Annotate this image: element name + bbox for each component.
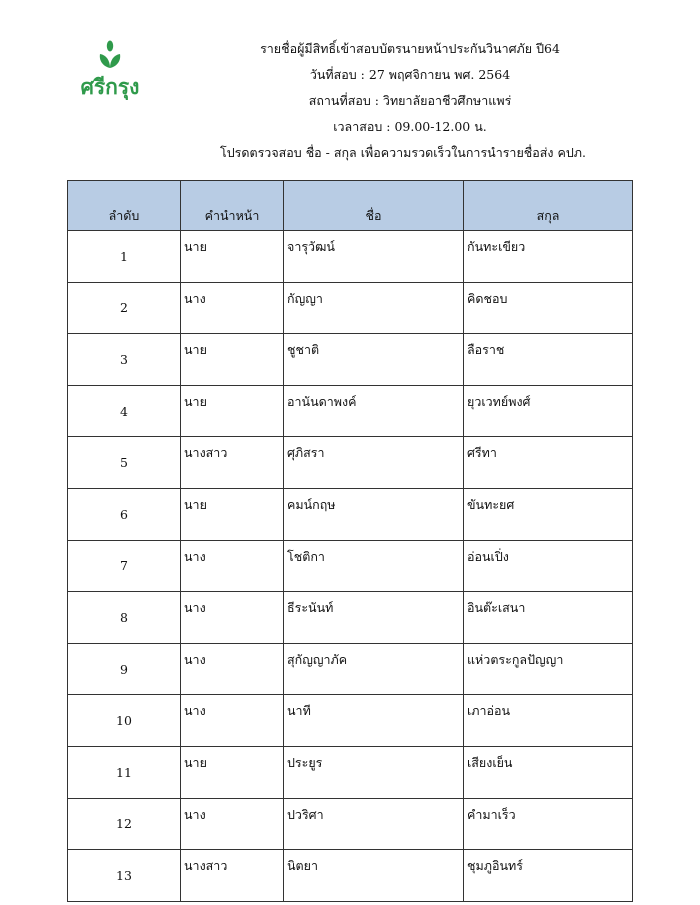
row-number: 2 [68, 282, 181, 334]
column-header-number: ลำดับ [68, 181, 181, 231]
row-number: 10 [68, 695, 181, 747]
row-last-name: ยุวเวทย์พงศ์ [464, 385, 633, 437]
row-last-name: อินต๊ะเสนา [464, 592, 633, 644]
row-prefix: นางสาว [181, 850, 284, 902]
row-first-name: ศุภิสรา [284, 437, 464, 489]
table-row [68, 282, 633, 334]
row-last-name: เสียงเย็น [464, 746, 633, 798]
candidate-table [67, 180, 633, 902]
row-last-name: อ่อนเปิ่ง [464, 540, 633, 592]
table-row [68, 643, 633, 695]
row-first-name: ประยูร [284, 746, 464, 798]
table-header-row [68, 181, 633, 231]
row-number: 6 [68, 488, 181, 540]
document-title: รายชื่อผู้มีสิทธิ์เข้าสอบบัตรนายหน้าประกันวินาศภัย ปี64 [260, 41, 560, 56]
table-row [68, 231, 633, 283]
company-logo [70, 40, 150, 104]
row-number: 9 [68, 643, 181, 695]
table-row [68, 437, 633, 489]
logo-text: ศรีกรุง [80, 75, 140, 99]
row-last-name: คิดชอบ [464, 282, 633, 334]
row-first-name: ชูชาติ [284, 334, 464, 386]
row-last-name: เภาอ่อน [464, 695, 633, 747]
row-number: 12 [68, 798, 181, 850]
row-number: 8 [68, 592, 181, 644]
table-row [68, 334, 633, 386]
row-number: 5 [68, 437, 181, 489]
exam-venue: สถานที่สอบ : วิทยาลัยอาชีวศึกษาแพร่ [308, 93, 512, 108]
column-header-last-name: สกุล [464, 181, 633, 231]
row-first-name: ปวริศา [284, 798, 464, 850]
row-last-name: ขันทะยศ [464, 488, 633, 540]
row-prefix: นาย [181, 334, 284, 386]
column-header-first-name: ชื่อ [284, 181, 464, 231]
row-prefix: นางสาว [181, 437, 284, 489]
row-prefix: นาง [181, 798, 284, 850]
row-last-name: ลือราช [464, 334, 633, 386]
verification-notice: โปรดตรวจสอบ ชื่อ - สกุล เพื่อความรวดเร็วในการนำรายชื่อส่ง คปภ. [220, 145, 586, 160]
table-row [68, 385, 633, 437]
row-prefix: นาย [181, 746, 284, 798]
row-prefix: นาย [181, 488, 284, 540]
row-last-name: ชุมภูอินทร์ [464, 850, 633, 902]
table-row [68, 488, 633, 540]
row-number: 1 [68, 231, 181, 283]
table-row [68, 592, 633, 644]
row-prefix: นาง [181, 695, 284, 747]
sprout-icon [70, 40, 150, 74]
row-first-name: จารุวัฒน์ [284, 231, 464, 283]
row-first-name: ธีระนันท์ [284, 592, 464, 644]
row-prefix: นาง [181, 592, 284, 644]
row-prefix: นาง [181, 643, 284, 695]
table-row [68, 746, 633, 798]
row-first-name: อานันดาพงค์ [284, 385, 464, 437]
row-first-name: นิตยา [284, 850, 464, 902]
row-number: 3 [68, 334, 181, 386]
row-prefix: นาย [181, 385, 284, 437]
exam-time: เวลาสอบ : 09.00-12.00 น. [333, 119, 487, 134]
table-row [68, 540, 633, 592]
column-header-prefix: คำนำหน้า [181, 181, 284, 231]
table-row [68, 850, 633, 902]
row-prefix: นาง [181, 540, 284, 592]
table-row [68, 695, 633, 747]
row-first-name: สุกัญญาภัค [284, 643, 464, 695]
row-number: 11 [68, 746, 181, 798]
row-prefix: นาง [181, 282, 284, 334]
row-first-name: โชติกา [284, 540, 464, 592]
row-first-name: กัญญา [284, 282, 464, 334]
row-number: 7 [68, 540, 181, 592]
row-last-name: คำมาเร็ว [464, 798, 633, 850]
row-last-name: ศรีทา [464, 437, 633, 489]
row-last-name: แห่วตระกูลปัญญา [464, 643, 633, 695]
row-prefix: นาย [181, 231, 284, 283]
row-last-name: กันทะเขียว [464, 231, 633, 283]
exam-date: วันที่สอบ : 27 พฤศจิกายน พศ. 2564 [309, 67, 511, 82]
document-header [170, 36, 650, 166]
table-row [68, 798, 633, 850]
row-number: 13 [68, 850, 181, 902]
row-first-name: นาที [284, 695, 464, 747]
row-first-name: คมน์กฤษ [284, 488, 464, 540]
row-number: 4 [68, 385, 181, 437]
